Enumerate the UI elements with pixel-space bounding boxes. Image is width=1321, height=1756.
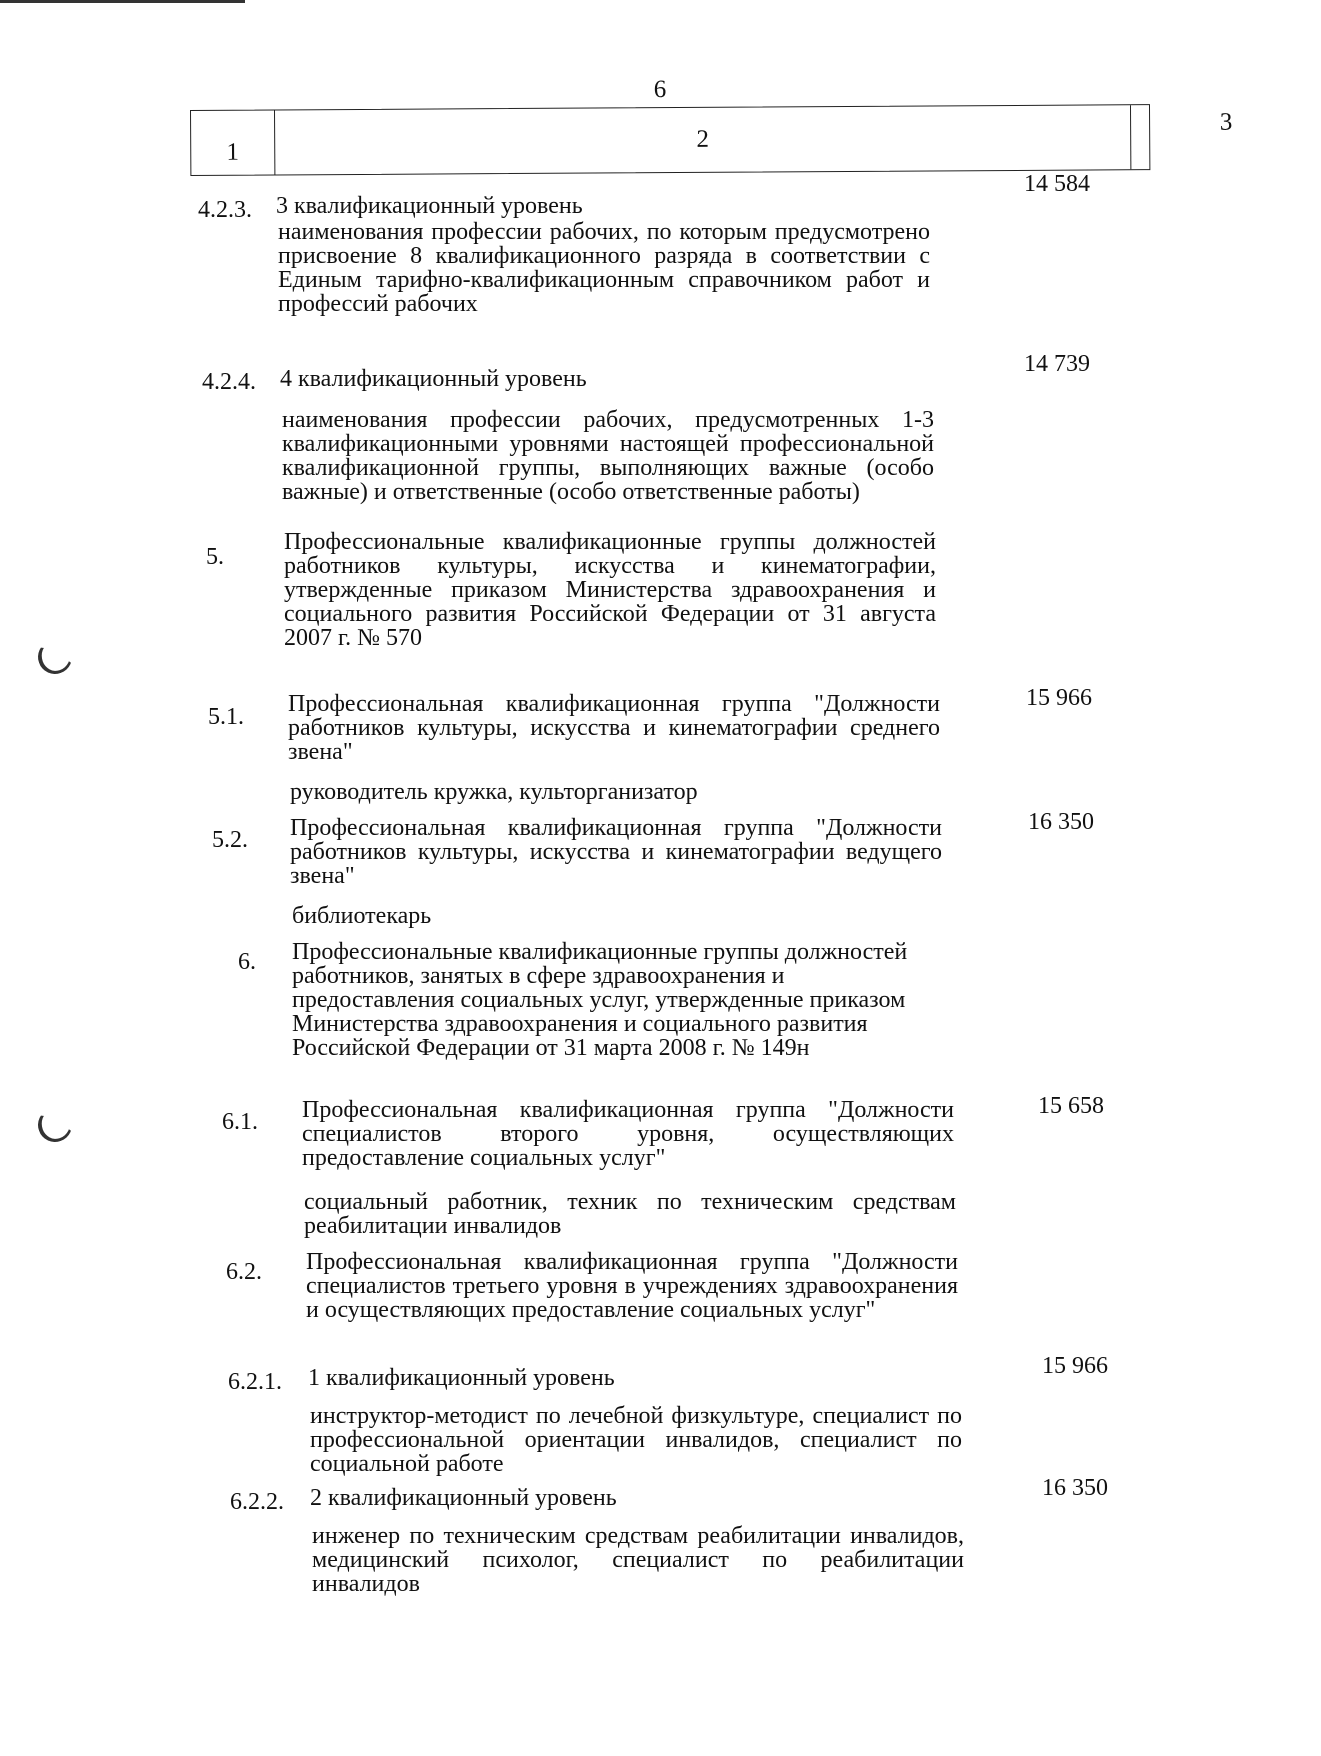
row-number: 5.2. bbox=[212, 827, 248, 853]
row-number: 5. bbox=[206, 544, 224, 570]
row-value: 14 584 bbox=[1024, 171, 1090, 197]
row-description: наименования профессии рабочих, предусмотренных 1-3 квалификационными уровнями настоящей профессиональной квалификационной группы, выполняющих важные (особо важные) и ответственные (особо ответственные работы) bbox=[282, 407, 934, 505]
row-value: 16 350 bbox=[1028, 809, 1094, 835]
row-title: Профессиональная квалификационная группа "Должности специалистов второго уровня, осуществляющих предоставление социальных услуг" bbox=[302, 1097, 954, 1171]
scan-edge-mark bbox=[0, 0, 245, 3]
row-number: 4.2.3. bbox=[198, 197, 252, 223]
row-value: 15 658 bbox=[1038, 1093, 1104, 1119]
row-title: Профессиональная квалификационная группа "Должности специалистов третьего уровня в учреждениях здравоохранения и осуществляющих предоставление социальных услуг" bbox=[306, 1249, 958, 1323]
row-number: 6.2.2. bbox=[230, 1489, 284, 1515]
row-value: 16 350 bbox=[1042, 1475, 1108, 1501]
row-number: 4.2.4. bbox=[202, 369, 256, 395]
row-title: 3 квалификационный уровень bbox=[276, 193, 583, 219]
row-number: 6.1. bbox=[222, 1109, 258, 1135]
row-description: инженер по техническим средствам реабилитации инвалидов, медицинский психолог, специалист по реабилитации инвалидов bbox=[312, 1523, 964, 1597]
row-description: инструктор-методист по лечебной физкультуре, специалист по профессиональной ориентации инвалидов, специалист по социальной работе bbox=[310, 1403, 962, 1477]
header-col-2: 2 bbox=[275, 105, 1131, 174]
row-description: руководитель кружка, культорганизатор bbox=[290, 779, 698, 805]
table-header bbox=[190, 104, 1233, 176]
row-value: 14 739 bbox=[1024, 351, 1090, 377]
page-number: 6 bbox=[653, 76, 667, 103]
row-title: Профессиональные квалификационные группы должностей работников, занятых в сфере здравоохранения и предоставления социальных услуг, утвержденные приказом Министерства здравоохранения и социального развития Российской Федерации от 31 марта 2008 г. № 149н bbox=[292, 939, 908, 1061]
row-title: Профессиональные квалификационные группы должностей работников культуры, искусства и кинематографии, утвержденные приказом Министерства здравоохранения и социального развития Российской Федерации от 31 августа 2007 г. № 570 bbox=[284, 529, 936, 651]
row-title: 4 квалификационный уровень bbox=[280, 366, 587, 392]
row-description: социальный работник, техник по техническим средствам реабилитации инвалидов bbox=[304, 1189, 956, 1239]
row-number: 6. bbox=[238, 949, 256, 975]
row-number: 6.2. bbox=[226, 1259, 262, 1285]
row-number: 5.1. bbox=[208, 704, 244, 730]
row-description: наименования профессии рабочих, по которым предусмотрено присвоение 8 квалификационного разряда в соответствии с Единым тарифно-квалификационным справочником работ и профессий рабочих bbox=[278, 219, 930, 317]
row-title: Профессиональная квалификационная группа "Должности работников культуры, искусства и кинематографии среднего звена" bbox=[288, 691, 940, 765]
row-value: 15 966 bbox=[1042, 1353, 1108, 1379]
header-col-1: 1 bbox=[191, 110, 275, 175]
row-number: 6.2.1. bbox=[228, 1369, 282, 1395]
row-title: 2 квалификационный уровень bbox=[310, 1485, 617, 1511]
row-title: Профессиональная квалификационная группа "Должности работников культуры, искусства и кинематографии ведущего звена" bbox=[290, 815, 942, 889]
row-description: библиотекарь bbox=[292, 903, 432, 929]
binding-hole-mark bbox=[33, 635, 77, 679]
header-col-3: 3 bbox=[1219, 108, 1233, 136]
row-title: 1 квалификационный уровень bbox=[308, 1365, 615, 1391]
row-value: 15 966 bbox=[1026, 685, 1092, 711]
binding-hole-mark bbox=[33, 1103, 77, 1147]
